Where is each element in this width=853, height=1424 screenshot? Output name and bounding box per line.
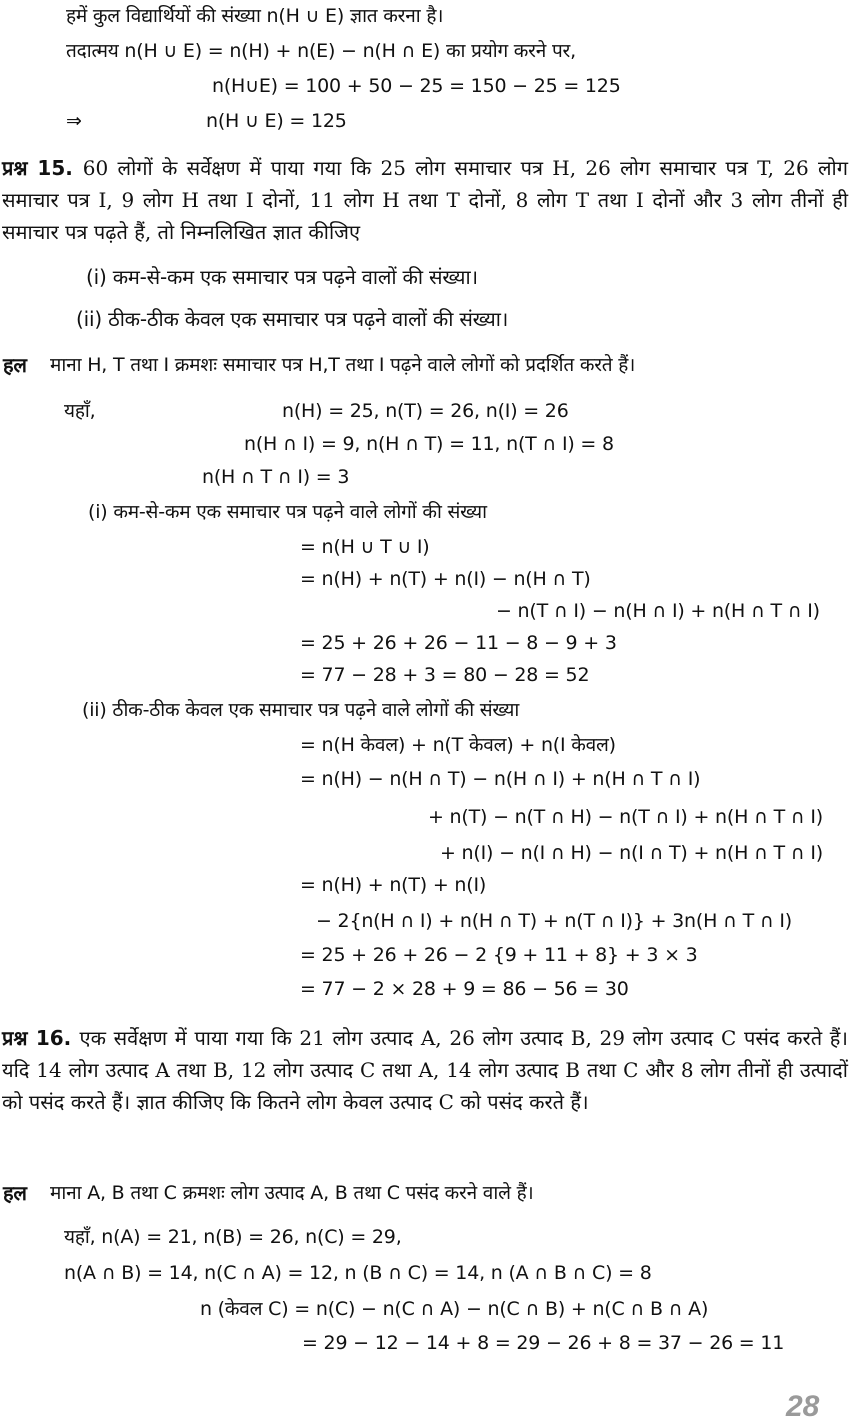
- question-15-part-i: (i) कम-से-कम एक समाचार पत्र पढ़ने वालों की संख्या।: [86, 265, 478, 289]
- question-15: [2, 152, 848, 248]
- prev-line-3: n(H∪E) = 100 + 50 − 25 = 150 − 25 = 125: [212, 75, 621, 97]
- given-line-3: n(H ∩ T ∩ I) = 3: [202, 466, 350, 488]
- question-16-label: प्रश्न 16.: [2, 1026, 72, 1050]
- part-i-step-3: − n(T ∩ I) − n(H ∩ I) + n(H ∩ T ∩ I): [496, 600, 820, 622]
- part-i-heading: (i) कम-से-कम एक समाचार पत्र पढ़ने वाले लोगों की संख्या: [88, 501, 487, 523]
- given-line-1: n(H) = 25, n(T) = 26, n(I) = 26: [282, 400, 569, 422]
- part-ii-step-2: = n(H) − n(H ∩ T) − n(H ∩ I) + n(H ∩ T ∩ I): [300, 768, 701, 790]
- solution-16-given-1: यहाँ, n(A) = 21, n(B) = 26, n(C) = 29,: [64, 1226, 402, 1248]
- prev-line-1: हमें कुल विद्यार्थियों की संख्या n(H ∪ E) ज्ञात करना है।: [66, 5, 444, 27]
- given-line-2: n(H ∩ I) = 9, n(H ∩ T) = 11, n(T ∩ I) = 8: [244, 433, 614, 455]
- part-ii-result: = 77 − 2 × 28 + 9 = 86 − 56 = 30: [300, 978, 629, 1000]
- question-16: [2, 1022, 848, 1118]
- solution-15-yahan: यहाँ,: [64, 400, 96, 422]
- part-i-result: = 77 − 28 + 3 = 80 − 28 = 52: [300, 664, 590, 686]
- solution-16-step-1: n (केवल C) = n(C) − n(C ∩ A) − n(C ∩ B) + n(C ∩ B ∩ A): [200, 1298, 709, 1320]
- implies-arrow: ⇒: [66, 110, 82, 132]
- question-15-part-ii: (ii) ठीक-ठीक केवल एक समाचार पत्र पढ़ने वालों की संख्या।: [76, 307, 509, 331]
- prev-line-2: तदात्मय n(H ∪ E) = n(H) + n(E) − n(H ∩ E) का प्रयोग करने पर,: [66, 40, 576, 62]
- part-i-step-2: = n(H) + n(T) + n(I) − n(H ∩ T): [300, 568, 591, 590]
- part-ii-step-7: = 25 + 26 + 26 − 2 {9 + 11 + 8} + 3 × 3: [300, 944, 698, 966]
- solution-16-label: हल: [3, 1181, 27, 1205]
- page-number: 28: [786, 1390, 820, 1423]
- part-ii-step-1: = n(H केवल) + n(T केवल) + n(I केवल): [300, 734, 616, 756]
- part-ii-step-5: = n(H) + n(T) + n(I): [300, 874, 487, 896]
- question-15-label: प्रश्न 15.: [2, 156, 73, 180]
- solution-16-given-2: n(A ∩ B) = 14, n(C ∩ A) = 12, n (B ∩ C) = 14, n (A ∩ B ∩ C) = 8: [64, 1262, 652, 1284]
- prev-result: n(H ∪ E) = 125: [206, 110, 347, 132]
- part-ii-step-3: + n(T) − n(T ∩ H) − n(T ∩ I) + n(H ∩ T ∩ I): [428, 806, 823, 828]
- question-15-text: 60 लोगों के सर्वेक्षण में पाया गया कि 25 लोग समाचार पत्र H, 26 लोग समाचार पत्र T, 26 लोग समाचार पत्र I, 9 लोग H तथा I दोनों, 11 लोग H तथा T दोनों, 8 लोग T तथा I दोनों और 3 लोग तीनों ही समाचार पत्र पढ़ते हैं, तो निम्नलिखित ज्ञात कीजिए: [2, 156, 848, 244]
- part-ii-step-4: + n(I) − n(I ∩ H) − n(I ∩ T) + n(H ∩ T ∩ I): [440, 842, 823, 864]
- part-ii-heading: (ii) ठीक-ठीक केवल एक समाचार पत्र पढ़ने वाले लोगों की संख्या: [82, 699, 520, 721]
- solution-15-intro: माना H, T तथा I क्रमशः समाचार पत्र H,T तथा I पढ़ने वाले लोगों को प्रदर्शित करते हैं।: [50, 354, 636, 376]
- part-i-step-1: = n(H ∪ T ∪ I): [300, 536, 430, 558]
- solution-16-result: = 29 − 12 − 14 + 8 = 29 − 26 + 8 = 37 − 26 = 11: [302, 1332, 785, 1354]
- part-i-step-4: = 25 + 26 + 26 − 11 − 8 − 9 + 3: [300, 632, 617, 654]
- solution-16-intro: माना A, B तथा C क्रमशः लोग उत्पाद A, B तथा C पसंद करने वाले हैं।: [50, 1182, 534, 1204]
- question-16-text: एक सर्वेक्षण में पाया गया कि 21 लोग उत्पाद A, 26 लोग उत्पाद B, 29 लोग उत्पाद C पसंद करते हैं। यदि 14 लोग उत्पाद A तथा B, 12 लोग उत्पाद C तथा A, 14 लोग उत्पाद B तथा C और 8 लोग तीनों ही उत्पादों को पसंद करते हैं। ज्ञात कीजिए कि कितने लोग केवल उत्पाद C को पसंद करते हैं।: [2, 1026, 848, 1114]
- part-ii-step-6: − 2{n(H ∩ I) + n(H ∩ T) + n(T ∩ I)} + 3n(H ∩ T ∩ I): [316, 910, 792, 932]
- solution-15-label: हल: [3, 353, 27, 377]
